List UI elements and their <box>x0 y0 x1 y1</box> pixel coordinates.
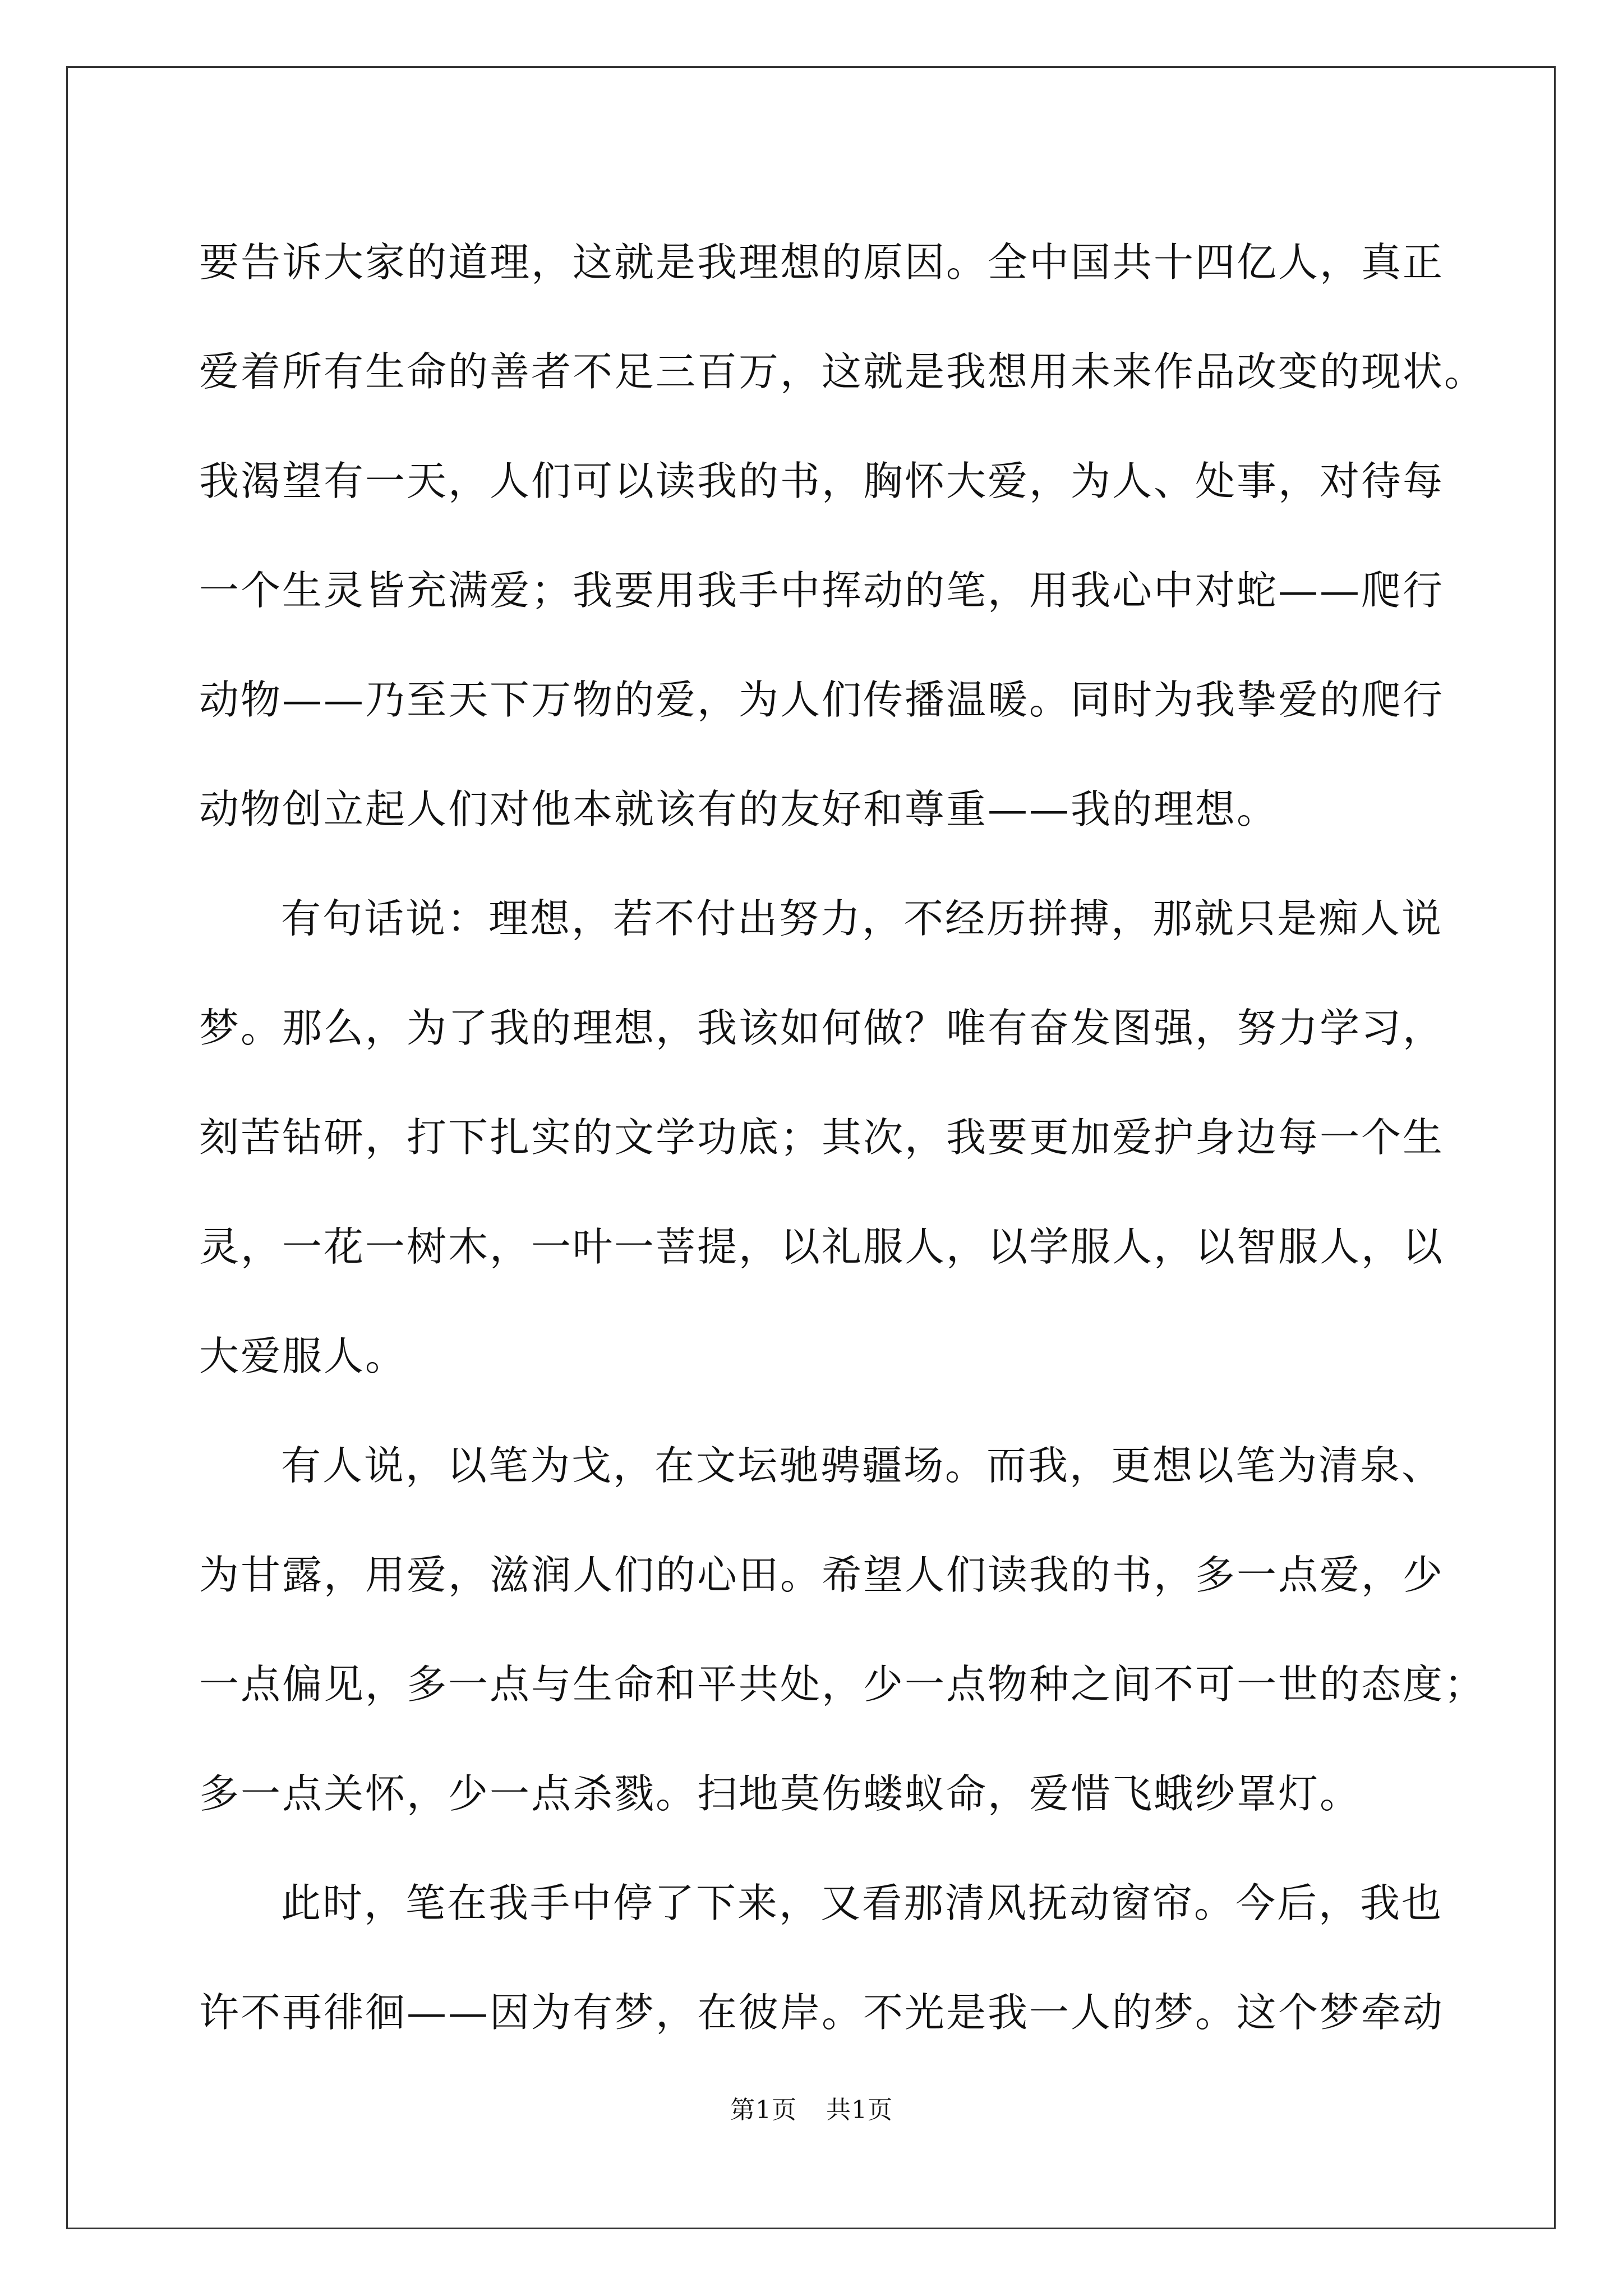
page-number: 第1页 <box>730 2096 797 2124</box>
page-footer <box>0 2090 1623 2125</box>
paragraph-first-line: 有人说，以笔为戈，在文坛驰骋疆场。而我，更想以笔为清泉、 <box>281 1442 1444 1489</box>
text-line: 一个生灵皆充满爱；我要用我手中挥动的笔，用我心中对蛇——爬行 <box>199 567 1445 614</box>
text-line: 多一点关怀，少一点杀戮。扫地莫伤蝼蚁命，爱惜飞蛾纱罩灯。 <box>199 1770 1362 1817</box>
text-line: 为甘露，用爱，滋润人们的心田。希望人们读我的书，多一点爱，少 <box>199 1552 1445 1598</box>
text-line: 刻苦钻研，打下扎实的文学功底；其次，我要更加爱护身边每一个生 <box>199 1114 1445 1161</box>
text-line: 动物——乃至天下万物的爱，为人们传播温暖。同时为我挚爱的爬行 <box>199 677 1445 723</box>
page-total: 共1页 <box>826 2096 893 2124</box>
text-line: 动物创立起人们对他本就该有的友好和尊重——我的理想。 <box>199 786 1279 832</box>
paragraph-first-line: 此时，笔在我手中停了下来，又看那清风抚动窗帘。今后，我也 <box>281 1880 1444 1926</box>
text-line: 大爱服人。 <box>199 1333 407 1379</box>
paragraph-first-line: 有句话说：理想，若不付出努力，不经历拼搏，那就只是痴人说 <box>281 895 1444 942</box>
text-line: 我渴望有一天，人们可以读我的书，胸怀大爱，为人、处事，对待每 <box>199 458 1445 504</box>
document-body <box>199 208 1486 2067</box>
text-line: 许不再徘徊——因为有梦，在彼岸。不光是我一人的梦。这个梦牵动 <box>199 1989 1445 2036</box>
text-line: 灵，一花一树木，一叶一菩提，以礼服人，以学服人，以智服人，以 <box>199 1223 1445 1270</box>
text-line: 梦。那么，为了我的理想，我该如何做？唯有奋发图强，努力学习， <box>199 1005 1445 1051</box>
text-line: 要告诉大家的道理，这就是我理想的原因。全中国共十四亿人，真正 <box>199 239 1445 286</box>
text-line: 爱着所有生命的善者不足三百万，这就是我想用未来作品改变的现状。 <box>199 348 1486 395</box>
text-line: 一点偏见，多一点与生命和平共处，少一点物种之间不可一世的态度； <box>199 1661 1486 1708</box>
